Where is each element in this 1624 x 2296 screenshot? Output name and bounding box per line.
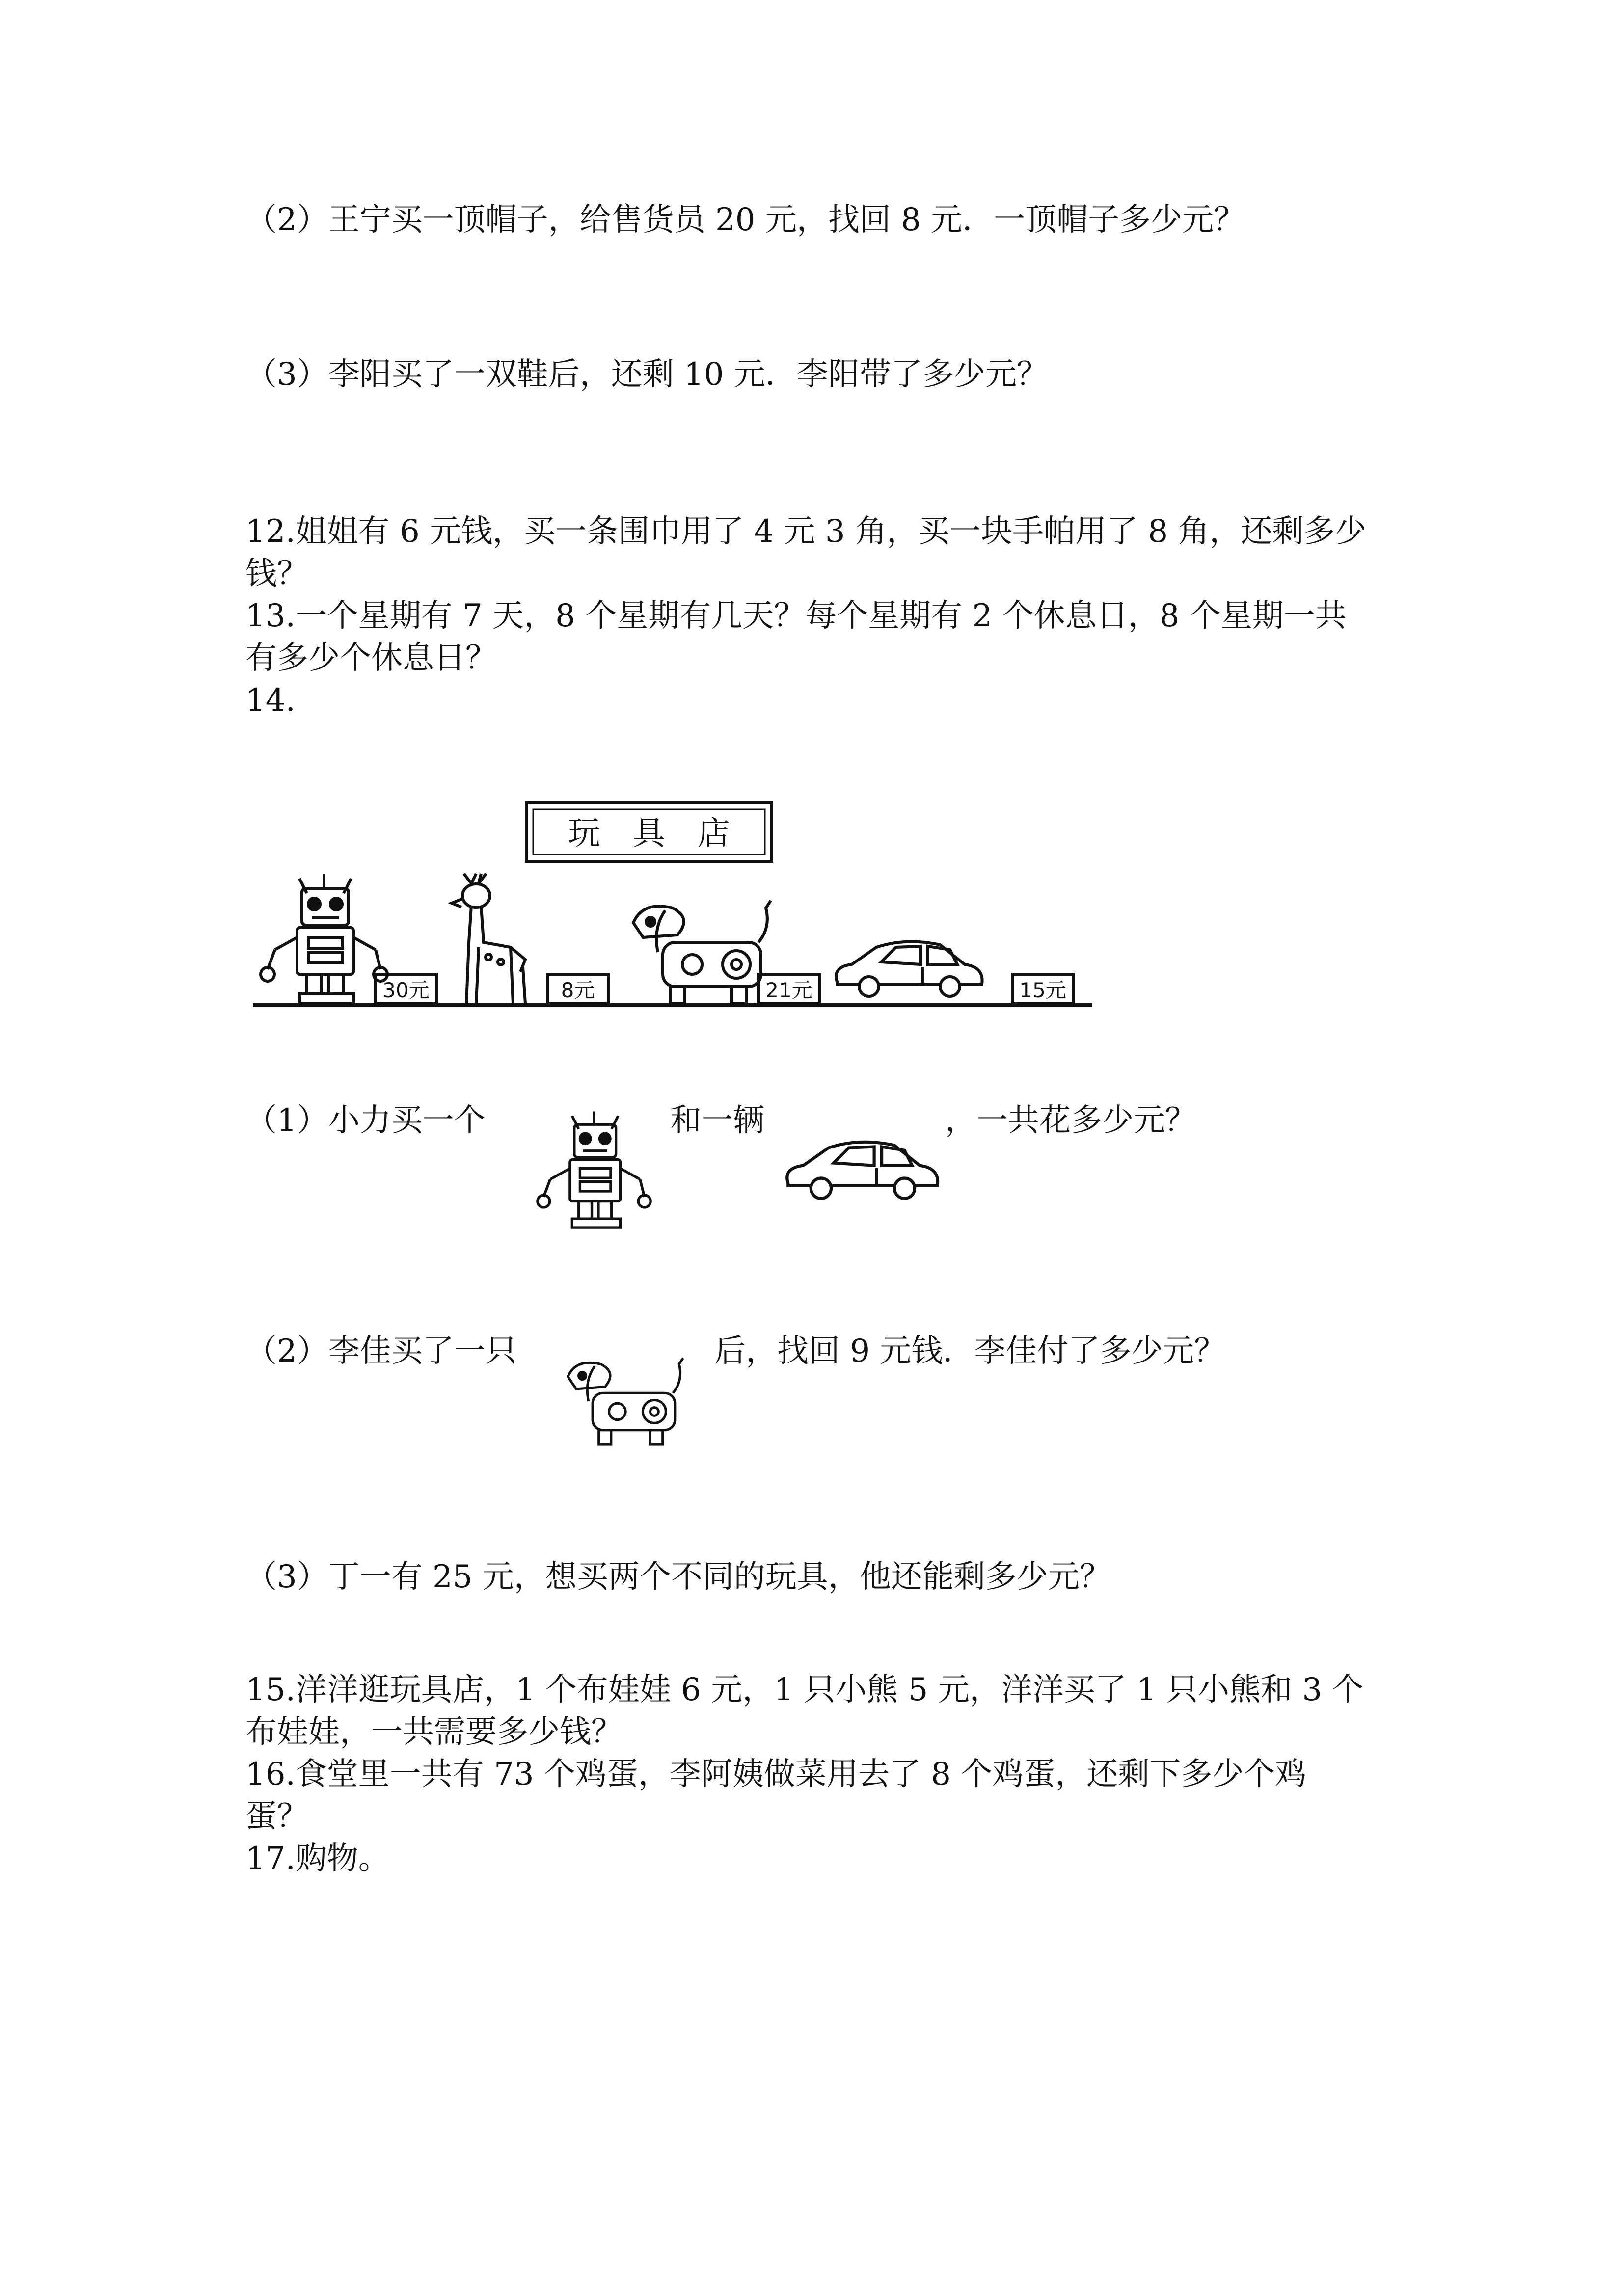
robot-price-tag [376,974,437,1004]
dog-price-tag [758,974,820,1004]
q14-1-text-a: （1）小力买一个 [245,1102,486,1139]
deer-toy-icon [452,874,525,1004]
q15-line2: 布娃娃，一共需要多少钱？ [245,1714,623,1750]
q14-1-robot-icon [533,1102,655,1239]
deer-price: 8元 [561,978,595,1002]
robot-price: 30元 [382,978,430,1002]
deer-price-tag [547,974,609,1004]
q12-line2: 钱？ [245,556,308,592]
q14-1-car-icon [783,1134,945,1207]
car-price: 15元 [1019,978,1066,1002]
q14-2-text-a: （2）李佳买了一只 [245,1333,517,1369]
q12-line1: 12.姐姐有 6 元钱，买一条围巾用了 4 元 3 角，买一块手帕用了 8 角，还剩多少 [245,513,1367,550]
q14-3-text: （3）丁一有 25 元，想买两个不同的玩具，他还能剩多少元？ [245,1559,1111,1595]
q15-line1: 15.洋洋逛玩具店，1 个布娃娃 6 元，1 只小熊 5 元，洋洋买了 1 只小熊和 3 个 [245,1672,1364,1708]
q14-1-text-c: ，一共花多少元？ [945,1102,1196,1139]
q13-line2: 有多少个休息日？ [245,640,497,676]
store-sign [526,802,772,861]
car-price-tag [1012,974,1074,1004]
robot-toy-icon [261,874,387,1004]
toy-store-illustration [245,795,1110,1011]
q14-2-text-b: 后，找回 9 元钱．李佳付了多少元？ [714,1333,1226,1369]
store-sign-text: 玩 具 店 [568,814,730,852]
q13-line1: 13.一个星期有 7 天，8 个星期有几天？每个星期有 2 个休息日，8 个星期一共 [245,598,1347,634]
q14-2-robot-dog-icon [560,1352,687,1450]
q17-text: 17.购物。 [245,1841,390,1877]
q11-2-text: （2）王宁买一顶帽子，给售货员 20 元，找回 8 元．一顶帽子多少元？ [245,202,1245,238]
q16-line2: 蛋？ [245,1798,308,1835]
q14-1-text-b: 和一辆 [670,1102,764,1139]
q11-3-text: （3）李阳买了一双鞋后，还剩 10 元．李阳带了多少元？ [245,356,1048,393]
car-toy-icon [836,942,982,996]
dog-price: 21元 [765,978,812,1002]
q16-line1: 16.食堂里一共有 73 个鸡蛋，李阿姨做菜用去了 8 个鸡蛋，还剩下多少个鸡 [245,1756,1307,1792]
q14-label: 14. [245,682,296,719]
robot-dog-toy-icon [633,901,771,1004]
